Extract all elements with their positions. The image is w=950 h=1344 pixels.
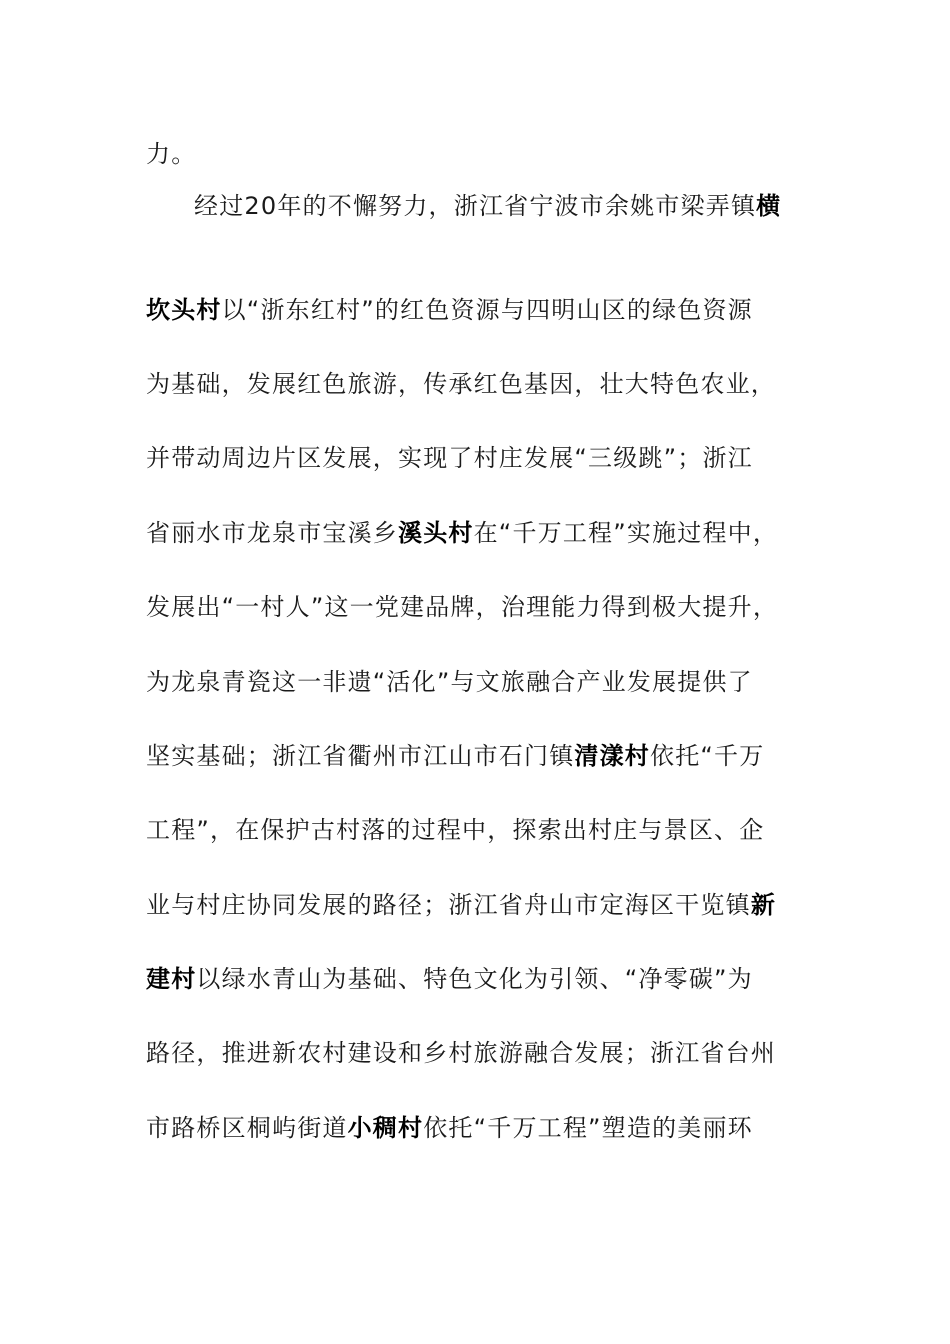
- text-line-12: [146, 964, 806, 994]
- text-segment: 坚实基础；浙江省衢州市江山市石门镇: [146, 742, 575, 770]
- text-segment: 发展出“一村人”这一党建品牌，治理能力得到极大提升，: [146, 593, 779, 621]
- text-segment: 力。: [146, 140, 197, 168]
- text-segment: 为基础，发展红色旅游，传承红色基因，壮大特色农业，: [146, 370, 776, 398]
- village-name-bold: 横: [756, 192, 782, 220]
- text-segment: 为龙泉青瓷这一非遗“活化”与文旅融合产业发展提供了: [146, 668, 753, 696]
- text-segment: 以绿水青山为基础、特色文化为引领、“净零碳”为: [196, 965, 753, 993]
- text-line-10: [146, 815, 806, 845]
- village-name-bold: 建村: [146, 965, 197, 993]
- text-segment: 在“千万工程”实施过程中，: [473, 519, 779, 547]
- text-line-8: [146, 667, 806, 697]
- text-line-6: [146, 518, 806, 548]
- text-line-13: [146, 1038, 806, 1068]
- text-segment: 以“浙东红村”的红色资源与四明山区的绿色资源: [221, 296, 753, 324]
- village-name-bold: 坎头村: [146, 296, 222, 324]
- village-name-bold: 小稠村: [347, 1114, 424, 1142]
- text-segment: 依托“千万: [650, 742, 765, 770]
- text-segment: 并带动周边片区发展，实现了村庄发展“三级跳”；浙江: [146, 444, 753, 472]
- text-line-9: [146, 741, 806, 771]
- text-segment: 路径，推进新农村建设和乡村旅游融合发展；浙江省台州: [146, 1039, 776, 1067]
- text-segment: 依托“千万工程”塑造的美丽环: [423, 1114, 753, 1142]
- text-segment: 省丽水市龙泉市宝溪乡: [146, 519, 398, 547]
- text-segment: 经过20年的不懈努力，浙江省宁波市余姚市梁弄镇: [194, 192, 757, 220]
- text-segment: 市路桥区桐屿街道: [146, 1114, 348, 1142]
- text-line-11: [146, 890, 806, 920]
- text-line-14: [146, 1113, 806, 1143]
- text-line-4: [146, 369, 806, 399]
- text-line-7: [146, 592, 806, 622]
- text-line-3: [146, 295, 806, 325]
- village-name-bold: 新: [750, 891, 777, 919]
- text-line-2: [194, 191, 806, 221]
- text-segment: 工程”，在保护古村落的过程中，探索出村庄与景区、企: [146, 816, 765, 844]
- text-line-5: [146, 443, 806, 473]
- village-name-bold: 溪头村: [398, 519, 474, 547]
- village-name-bold: 清漾村: [574, 742, 651, 770]
- text-segment: 业与村庄协同发展的路径；浙江省舟山市定海区干览镇: [146, 891, 751, 919]
- text-line-1: [146, 139, 806, 169]
